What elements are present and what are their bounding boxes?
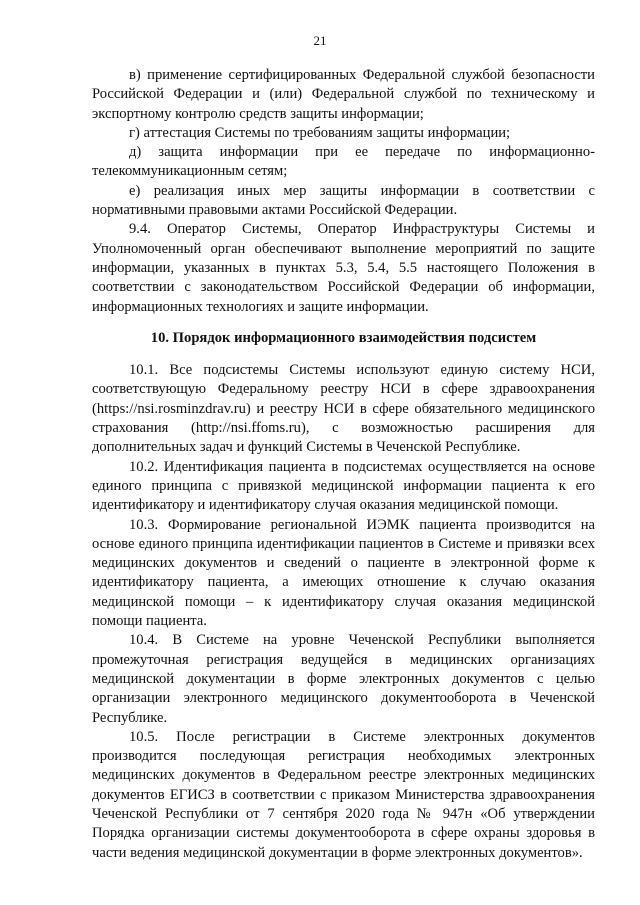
document-body: [92, 66, 595, 863]
paragraph-10-3: 10.3. Формирование региональной ИЭМК пациента производится на основе единого принципа идентификации пациентов в Системе и привязки всех медицинских документов и сведений о пациенте в электронной форме к идентификатору пациента, а имеющих отношение к случаю оказания медицинской помощи – к идентификатору случая оказания медицинской помощи пациента.: [92, 516, 595, 630]
paragraph-10-4: 10.4. В Системе на уровне Чеченской Республики выполняется промежуточная регистрация ведущейся в медицинских организациях медицинской документации в форме электронных документов с целью организации электронного медицинского документооборота в Чеченской Республике.: [92, 632, 595, 726]
paragraph-10-5: 10.5. После регистрации в Системе электронных документов производится последующая регистрация необходимых электронных медицинских документов в Федеральном реестре электронных медицинских документов ЕГИСЗ в соответствии с приказом Министерства здравоохранения Чеченской Республики от 7 сентября 2020 года № 947н «Об утверждении Порядка организации системы документооборота в сфере охраны здоровья в части ведения медицинской документации в форме электронных документов».: [92, 728, 595, 861]
paragraph-10-2: 10.2. Идентификация пациента в подсистемах осуществляется на основе единого принципа с привязкой медицинской информации пациента к его идентификатору и идентификатору случая оказания медицинской помощи.: [92, 458, 595, 514]
paragraph-9-3-d: д) защита информации при ее передаче по информационно-телекоммуникационным сетям;: [92, 144, 595, 180]
paragraph-9-4: 9.4. Оператор Системы, Оператор Инфраструктуры Системы и Уполномоченный орган обеспечивают выполнение мероприятий по защите информации, указанных в пунктах 5.3, 5.4, 5.5 настоящего Положения в соответствии с законодательством Российской Федерации об информации, информационных технологиях и защите информации.: [92, 221, 595, 315]
paragraph-9-3-v: в) применение сертифицированных Федеральной службой безопасности Российской Федерации и (или) Федеральной службой по техническому и экспортному контролю средств защиты информации;: [92, 67, 595, 122]
paragraph-10-1: 10.1. Все подсистемы Системы используют единую систему НСИ, соответствующую Федеральному реестру НСИ в сфере здравоохранения (https://nsi.rosminzdrav.ru) и реестру НСИ в сфере обязательного медицинского страхования (http://nsi.ffoms.ru), с возможностью расширения для дополнительных задач и функций Системы в Чеченской Республике.: [92, 362, 595, 456]
paragraph-9-3-e: е) реализация иных мер защиты информации в соответствии с нормативными правовыми актами Российской Федерации.: [92, 182, 595, 219]
section-title: 10. Порядок информационного взаимодействия подсистем: [150, 329, 537, 346]
page-number: 21: [313, 33, 327, 48]
paragraph-9-3-g: г) аттестация Системы по требованиям защиты информации;: [129, 124, 511, 141]
